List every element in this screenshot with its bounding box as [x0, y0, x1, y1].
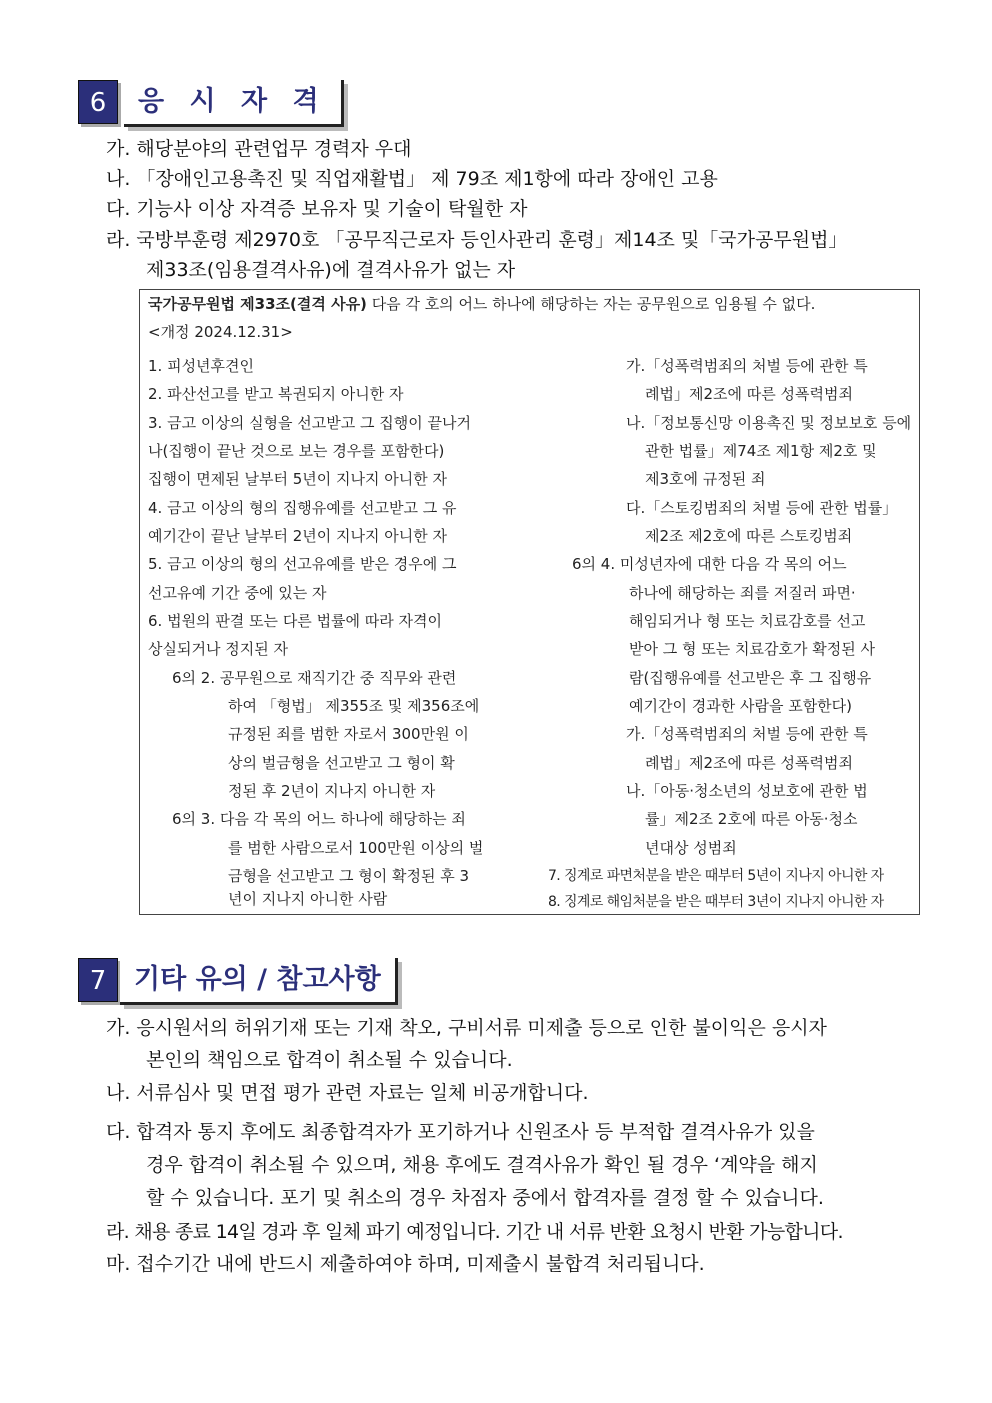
law-right-line: 6의 4. 미성년자에 대한 다음 각 목의 어느	[572, 555, 847, 573]
law-right-line: 다.「스토킹범죄의 처벌 등에 관한 법률」	[626, 499, 898, 517]
section-7-item: 라. 채용 종료 14일 경과 후 일체 파기 예정입니다. 기간 내 서류 반환 요청시 반환 가능합니다.	[106, 1221, 843, 1243]
section-6-item: 다. 기능사 이상 자격증 보유자 및 기술이 탁월한 자	[106, 198, 528, 220]
section-6-number: 6	[78, 80, 118, 124]
section-6-item: 가. 해당분야의 관련업무 경력자 우대	[106, 138, 412, 160]
law-right-line: 례법」제2조에 따른 성폭력범죄	[645, 754, 853, 772]
section-7-item: 본인의 책임으로 합격이 취소될 수 있습니다.	[146, 1049, 513, 1071]
law-left-line: 6의 3. 다음 각 목의 어느 하나에 해당하는 죄	[172, 810, 466, 828]
section-7-item: 경우 합격이 취소될 수 있으며, 채용 후에도 결격사유가 확인 될 경우 ‘계약을 해지	[146, 1154, 818, 1176]
law-right-line: 해임되거나 형 또는 치료감호를 선고	[629, 612, 866, 630]
section-7-item: 나. 서류심사 및 면접 평가 관련 자료는 일체 비공개합니다.	[106, 1082, 589, 1104]
law-left-line: 를 범한 사람으로서 100만원 이상의 벌	[228, 839, 484, 857]
section-6-item: 제33조(임용결격사유)에 결격사유가 없는 자	[146, 259, 516, 281]
law-box-header-bold: 국가공무원법 제33조(결격 사유)	[148, 295, 367, 313]
section-7-item: 할 수 있습니다. 포기 및 취소의 경우 차점자 중에서 합격자를 결정 할 수 있습니다.	[146, 1187, 824, 1209]
law-right-line: 받아 그 형 또는 치료감호가 확정된 사	[629, 640, 875, 658]
law-left-line: 상의 벌금형을 선고받고 그 형이 확	[228, 754, 455, 772]
law-left-line: 6의 2. 공무원으로 재직기간 중 직무와 관련	[172, 669, 457, 687]
law-left-line: 3. 금고 이상의 실형을 선고받고 그 집행이 끝나거	[148, 414, 471, 432]
law-right-line: 8. 징계로 해임처분을 받은 때부터 3년이 지나지 아니한 자	[548, 894, 884, 910]
law-left-line: 나(집행이 끝난 것으로 보는 경우를 포함한다)	[148, 442, 445, 460]
law-right-line: 관한 법률」제74조 제1항 제2호 및	[645, 442, 877, 460]
law-right-line: 제3호에 규정된 죄	[645, 470, 766, 488]
law-right-line: 나.「아동·청소년의 성보호에 관한 법	[626, 782, 868, 800]
law-left-line: 5. 금고 이상의 형의 선고유예를 받은 경우에 그	[148, 555, 457, 573]
law-left-line: 2. 파산선고를 받고 복권되지 아니한 자	[148, 385, 404, 403]
section-7-item: 가. 응시원서의 허위기재 또는 기재 착오, 구비서류 미제출 등으로 인한 불이익은 응시자	[106, 1017, 827, 1039]
law-right-line: 년대상 성범죄	[645, 839, 737, 857]
law-left-line: 선고유예 기간 중에 있는 자	[148, 584, 327, 602]
law-box-header	[148, 293, 815, 315]
law-left-line: 정된 후 2년이 지나지 아니한 자	[228, 782, 436, 800]
section-6-title: 응 시 자 격	[124, 80, 344, 127]
law-left-line: 하여 「형법」 제355조 및 제356조에	[228, 697, 480, 715]
section-7-title: 기타 유의 / 참고사항	[120, 958, 398, 1005]
law-left-line: 년이 지나지 아니한 사람	[228, 890, 388, 908]
law-right-line: 제2조 제2호에 따른 스토킹범죄	[645, 527, 853, 545]
law-right-line: 가.「성폭력범죄의 처벌 등에 관한 특	[626, 357, 868, 375]
law-left-line: 상실되거나 정지된 자	[148, 640, 288, 658]
law-right-line: 례법」제2조에 따른 성폭력범죄	[645, 385, 853, 403]
law-left-line: 집행이 면제된 날부터 5년이 지나지 아니한 자	[148, 470, 447, 488]
law-box-revision: <개정 2024.12.31>	[148, 323, 293, 341]
law-left-line: 금형을 선고받고 그 형이 확정된 후 3	[228, 867, 470, 885]
law-right-line: 하나에 해당하는 죄를 저질러 파면·	[629, 584, 856, 602]
law-right-line: 예기간이 경과한 사람을 포함한다)	[629, 697, 853, 715]
section-6-item: 라. 국방부훈령 제2970호 「공무직근로자 등인사관리 훈령」제14조 및「국가공무원법」	[106, 229, 848, 251]
law-left-line: 4. 금고 이상의 형의 집행유예를 선고받고 그 유	[148, 499, 457, 517]
section-7-item: 마. 접수기간 내에 반드시 제출하여야 하며, 미제출시 불합격 처리됩니다.	[106, 1253, 705, 1275]
law-box	[139, 289, 920, 915]
law-left-line: 규정된 죄를 범한 자로서 300만원 이	[228, 725, 469, 743]
law-left-line: 6. 법원의 판결 또는 다른 법률에 따라 자격이	[148, 612, 443, 630]
law-box-header-rest: 다음 각 호의 어느 하나에 해당하는 자는 공무원으로 임용될 수 없다.	[366, 295, 816, 313]
section-6-item: 나. 「장애인고용촉진 및 직업재활법」 제 79조 제1항에 따라 장애인 고용	[106, 168, 718, 190]
law-right-line: 람(집행유예를 선고받은 후 그 집행유	[629, 669, 872, 687]
section-7-item: 다. 합격자 통지 후에도 최종합격자가 포기하거나 신원조사 등 부적합 결격사유가 있을	[106, 1121, 815, 1143]
law-left-line: 1. 피성년후견인	[148, 357, 255, 375]
law-right-line: 나.「정보통신망 이용촉진 및 정보보호 등에	[626, 414, 912, 432]
law-right-line: 률」제2조 2호에 따른 아동·청소	[645, 810, 858, 828]
law-right-line: 7. 징계로 파면처분을 받은 때부터 5년이 지나지 아니한 자	[548, 868, 884, 884]
section-7-number: 7	[78, 958, 118, 1002]
law-left-line: 예기간이 끝난 날부터 2년이 지나지 아니한 자	[148, 527, 447, 545]
law-right-line: 가.「성폭력범죄의 처벌 등에 관한 특	[626, 725, 868, 743]
